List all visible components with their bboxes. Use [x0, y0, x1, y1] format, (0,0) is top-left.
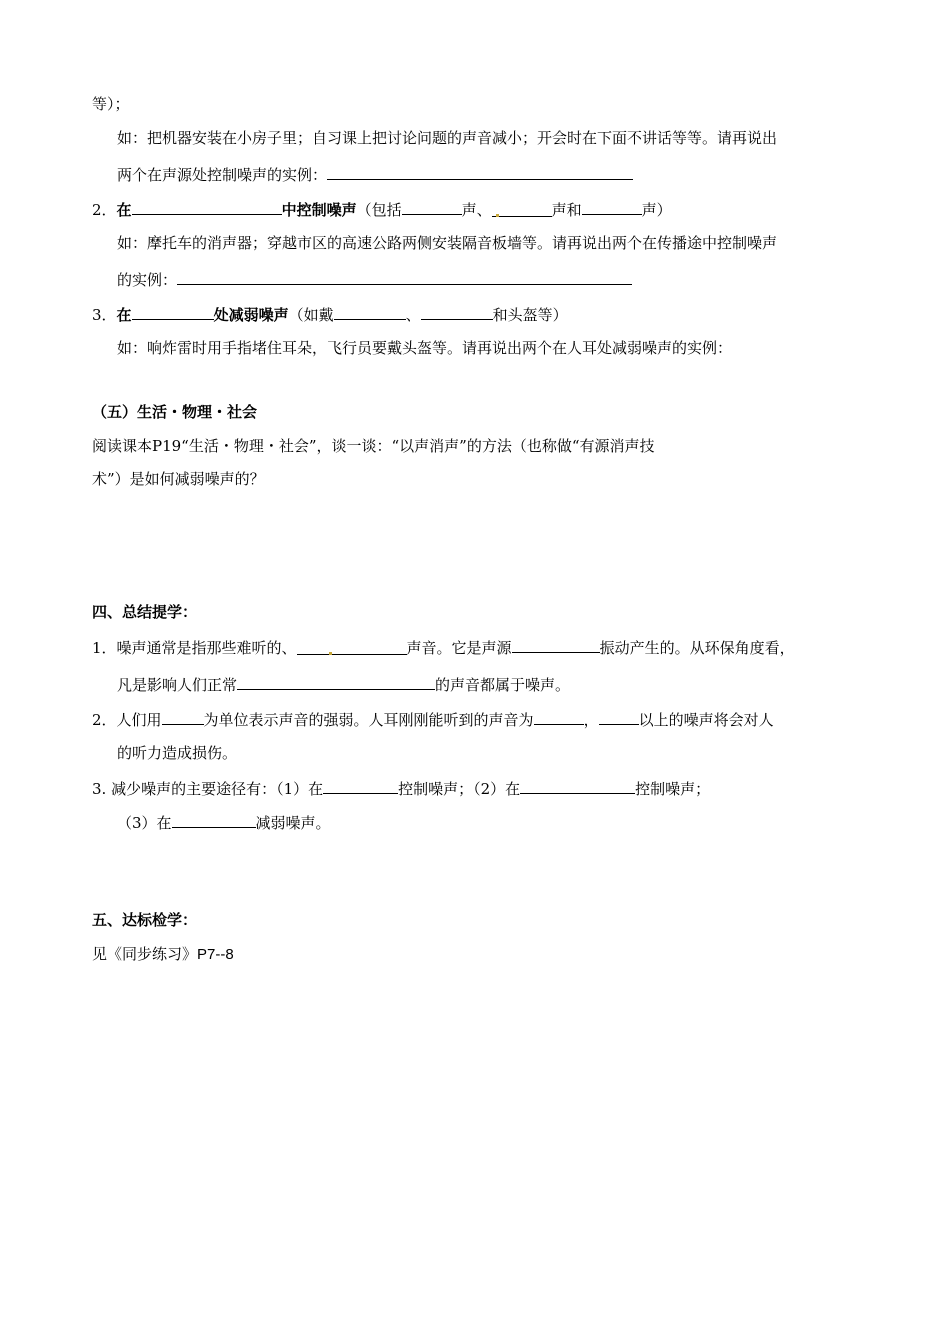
- answer-blank[interactable]: [492, 200, 552, 217]
- answer-blank[interactable]: [582, 198, 642, 215]
- reading-question-line1: 阅读课本P19“生活・物理・社会”，谈一谈：“以声消声”的方法（也称做“有源消声技: [92, 437, 655, 455]
- answer-blank[interactable]: [520, 777, 635, 794]
- answer-blank[interactable]: [237, 673, 435, 690]
- check-reference: 见《同步练习》P7--8: [92, 945, 234, 963]
- mark-dot: [496, 214, 499, 217]
- answer-blank[interactable]: [334, 303, 406, 320]
- check-title: 五、达标检学：: [92, 911, 198, 929]
- item-2-propagation: 2．在 中控制噪声（包括 声、 声和 声）: [92, 198, 672, 220]
- example-propagation-text: 如：摩托车的消声器；穿越市区的高速公路两侧安装隔音板墙等。请再说出两个在传播途中控制噪声: [117, 234, 778, 252]
- summary-q1-line2: 凡是影响人们正常 的声音都属于噪声。: [117, 673, 570, 695]
- answer-blank[interactable]: [421, 303, 493, 320]
- reading-question-line2: 术”）是如何减弱噪声的？: [92, 470, 265, 488]
- summary-title: 四、总结提学：: [92, 603, 198, 621]
- answer-blank[interactable]: [534, 708, 584, 725]
- mark-dot: [329, 652, 332, 655]
- summary-q3-line1: 3. 减少噪声的主要途径有：（1）在 控制噪声；（2）在 控制噪声；: [92, 777, 710, 799]
- answer-blank[interactable]: [599, 708, 639, 725]
- answer-blank[interactable]: [172, 811, 256, 828]
- summary-q1-line1: 1．噪声通常是指那些难听的、 声音。它是声源 振动产生的。从环保角度看，: [92, 636, 795, 658]
- subsection-title: （五）生活・物理・社会: [92, 403, 258, 421]
- summary-q2-line2: 的听力造成损伤。: [117, 744, 238, 762]
- summary-q3-line2: （3）在 减弱噪声。: [117, 811, 331, 833]
- answer-blank[interactable]: [402, 198, 462, 215]
- example-source-text: 如：把机器安装在小房子里；自习课上把讨论问题的声音减小；开会时在下面不讲话等等。请再说出: [117, 129, 778, 147]
- answer-blank[interactable]: [177, 268, 632, 285]
- example-ear-text: 如：响炸雷时用手指堵住耳朵，飞行员要戴头盔等。请再说出两个在人耳处减弱噪声的实例：: [117, 339, 733, 357]
- summary-q2-line1: 2．人们用 为单位表示声音的强弱。人耳刚刚能听到的声音为 ， 以上的噪声将会对人: [92, 708, 774, 730]
- item-3-ear: 3．在 处减弱噪声（如戴 、 和头盔等）: [92, 303, 568, 325]
- answer-blank[interactable]: [512, 636, 600, 653]
- example-propagation-prompt: 的实例：: [117, 268, 632, 290]
- answer-blank[interactable]: [132, 198, 282, 215]
- answer-blank[interactable]: [162, 708, 204, 725]
- answer-blank[interactable]: [297, 638, 407, 655]
- answer-blank[interactable]: [132, 303, 214, 320]
- example-source-prompt: 两个在声源处控制噪声的实例：: [117, 163, 633, 185]
- answer-blank[interactable]: [327, 163, 633, 180]
- continued-text: 等）；: [92, 95, 130, 113]
- answer-blank[interactable]: [323, 777, 398, 794]
